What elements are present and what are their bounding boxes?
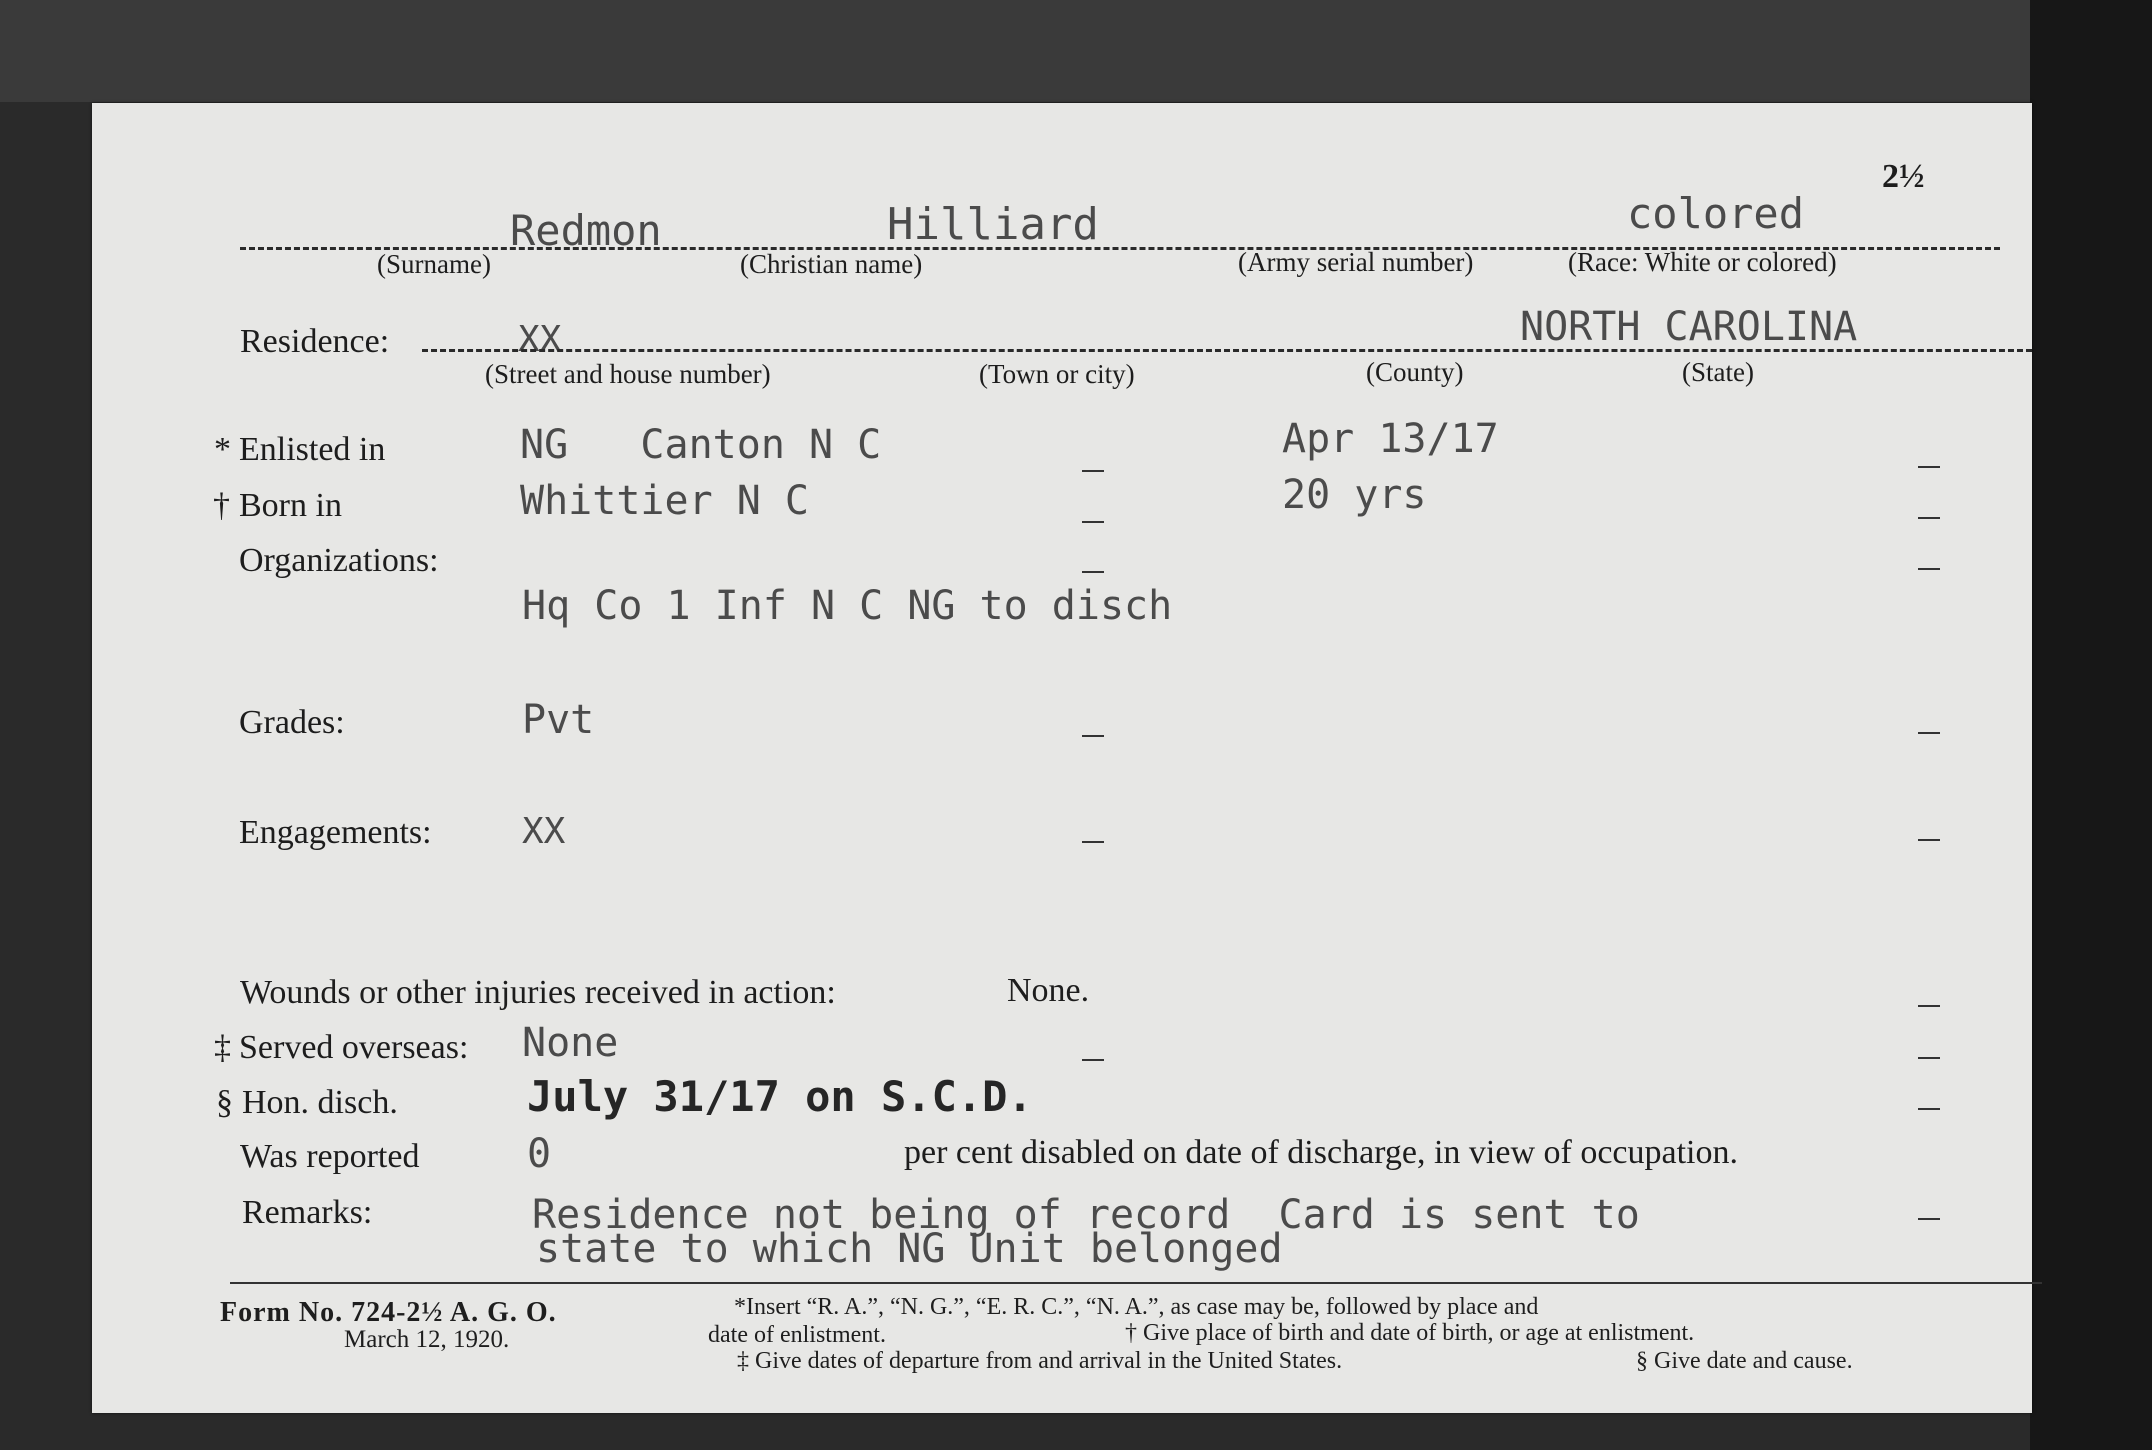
organizations-dash-right [1918, 568, 1940, 570]
serial-caption: (Army serial number) [1238, 247, 1474, 277]
discharge-value: July 31/17 on S.C.D. [527, 1072, 1033, 1121]
enlisted-date-value: Apr 13/17 [1282, 416, 1499, 462]
born-age-value: 20 yrs [1282, 472, 1427, 518]
corner-number: 2½ [1882, 158, 1925, 195]
remarks-line-2: state to which NG Unit belonged [536, 1226, 1283, 1272]
christian-name-value: Hilliard [887, 199, 1099, 250]
scan-background-top [0, 0, 2152, 102]
form-number: Form No. 724-2½ A. G. O. [220, 1297, 557, 1328]
surname-value: Redmon [510, 206, 662, 255]
engagements-dash-mid [1082, 841, 1104, 843]
engagements-value: XX [522, 811, 566, 852]
residence-label: Residence: [240, 323, 390, 360]
born-place-value: Whittier N C [520, 478, 809, 524]
overseas-dash-right [1918, 1057, 1940, 1059]
enlisted-label: Enlisted in [239, 431, 386, 468]
remarks-label: Remarks: [242, 1194, 373, 1231]
grades-label: Grades: [239, 704, 345, 741]
footnote-insert-line2: date of enlistment. [708, 1322, 886, 1348]
residence-street-value: XX [518, 319, 562, 360]
born-dash-mid [1082, 521, 1104, 523]
engagements-label: Engagements: [239, 814, 432, 851]
county-caption: (County) [1366, 357, 1464, 387]
footnote-discharge: § Give date and cause. [1636, 1348, 1853, 1374]
organizations-dash-mid [1082, 571, 1104, 573]
enlisted-place-value: NG Canton N C [520, 422, 882, 468]
christian-name-caption: (Christian name) [740, 249, 923, 279]
residence-row-line [422, 349, 2032, 352]
grades-dash-mid [1082, 735, 1104, 737]
enlisted-dash-right [1918, 466, 1940, 468]
discharge-dash-right [1918, 1108, 1940, 1110]
service-record-card [92, 103, 2032, 1413]
grades-value: Pvt [522, 697, 595, 743]
race-caption: (Race: White or colored) [1568, 247, 1837, 277]
enlisted-marker: * [214, 431, 231, 468]
enlisted-dash-mid [1082, 470, 1104, 472]
overseas-label: Served overseas: [239, 1029, 469, 1066]
form-date: March 12, 1920. [344, 1326, 510, 1353]
wounds-dash-right [1918, 1005, 1940, 1007]
overseas-dash-mid [1082, 1059, 1104, 1061]
footnote-birth: † Give place of birth and date of birth, or age at enlistment. [1125, 1320, 1695, 1346]
reported-suffix: per cent disabled on date of discharge, in view of occupation. [904, 1134, 1738, 1171]
overseas-marker: ‡ [214, 1029, 231, 1066]
born-marker: † [213, 487, 230, 524]
overseas-value: None [522, 1020, 619, 1066]
residence-state-value: NORTH CAROLINA [1520, 304, 1858, 350]
engagements-dash-right [1918, 839, 1940, 841]
organizations-value: Hq Co 1 Inf N C NG to disch [522, 583, 1173, 629]
reported-label: Was reported [240, 1138, 420, 1175]
state-caption: (State) [1682, 357, 1754, 387]
street-caption: (Street and house number) [485, 359, 771, 389]
organizations-label: Organizations: [239, 542, 439, 579]
scan-background-right [2030, 0, 2152, 1450]
wounds-label: Wounds or other injuries received in action: [240, 974, 836, 1011]
remarks-dash-right [1918, 1218, 1940, 1220]
footnote-overseas: ‡ Give dates of departure from and arrival in the United States. [737, 1348, 1343, 1374]
surname-caption: (Surname) [377, 249, 491, 279]
grades-dash-right [1918, 732, 1940, 734]
reported-value: 0 [527, 1131, 552, 1177]
discharge-marker: § [216, 1084, 233, 1121]
born-label: Born in [239, 487, 342, 524]
town-caption: (Town or city) [979, 359, 1135, 389]
born-dash-right [1918, 517, 1940, 519]
remarks-line-1: Residence not being of record Card is sent to [532, 1192, 1640, 1238]
discharge-label: Hon. disch. [242, 1084, 398, 1121]
footnote-insert-line1: *Insert “R. A.”, “N. G.”, “E. R. C.”, “N. A.”, as case may be, followed by place and [734, 1294, 1539, 1320]
race-value: colored [1627, 189, 1805, 238]
wounds-value: None. [1007, 972, 1090, 1009]
footer-rule [230, 1282, 2042, 1284]
